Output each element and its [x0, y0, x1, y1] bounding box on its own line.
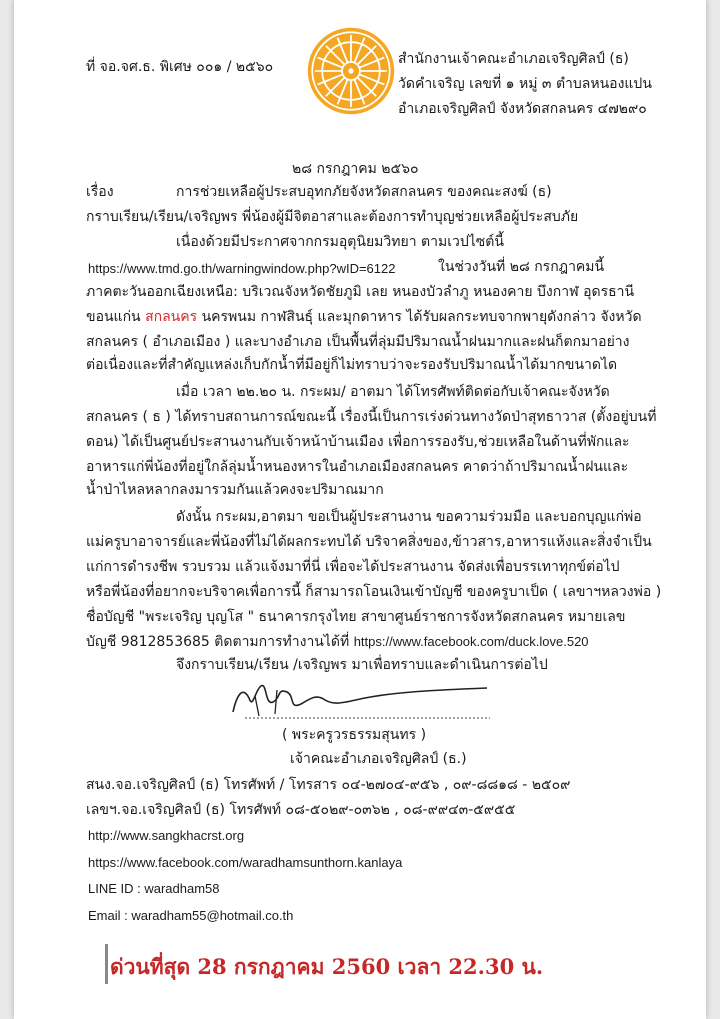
paragraph-1-line-3: ภาคตะวันออกเฉียงเหนือ: บริเวณจังหวัดชัยภูมิ เลย หนองบัวลำภู หนองคาย บึงกาฬ อุดรธานี [86, 284, 635, 300]
paragraph-3-line-3: แก่การดำรงชีพ รวบรวม แล้วแจ้งมาที่นี่ เพื่อจะได้ประสานงาน จัดส่งเพื่อบรรเทาทุกข์ต่อไป [86, 559, 620, 575]
paragraph-3-line-6: บัญชี 9812853685 ติดตามการทำงานได้ที่ https://www.facebook.com/duck.love.520 [86, 634, 589, 650]
paragraph-2-line-1: เมื่อ เวลา ๒๒.๒๐ น. กระผม/ อาตมา ได้โทรศัพท์ติดต่อกับเจ้าคณะจังหวัด [176, 384, 610, 400]
highlight-sakon-nakhon: สกลนคร [145, 309, 198, 325]
paragraph-3-line-1: ดังนั้น กระผม,อาตมา ขอเป็นผู้ประสานงาน ขอความร่วมมือ และบอกบุญแก่พ่อ [176, 509, 642, 525]
line-id: LINE ID : waradham58 [88, 881, 220, 896]
paragraph-2-line-4: อาหารแก่พี่น้องที่อยู่ใกล้ลุ่มน้ำหนองหารในอำเภอเมืองสกลนคร คาดว่าถ้าปริมาณน้ำฝนและ [86, 459, 629, 475]
office-address-1: วัดคำเจริญ เลขที่ ๑ หมู่ ๓ ตำบลหนองแปน [398, 76, 652, 92]
paragraph-1-line-6: ต่อเนื่องและที่สำคัญแหล่งเก็บกักน้ำที่มีอยู่ก็ไม่ทราบว่าจะรองรับปริมาณน้ำได้มากขนาดได [86, 357, 618, 373]
signatory-name: ( พระครูวรธรรมสุนทร ) [282, 727, 427, 743]
signatory-title: เจ้าคณะอำเภอเจริญศิลป์ (ธ.) [290, 751, 467, 767]
paragraph-3-line-4: หรือพี่น้องที่อยากจะบริจาคเพื่อการนี้ ก็สามารถโอนเงินเข้าบัญชี ของครูบาเป็ด ( เลขาฯหลวงพ่อ ) [86, 584, 662, 600]
office-phone: สนง.จอ.เจริญศิลป์ (ธ) โทรศัพท์ / โทรสาร ๐๔-๒๗๐๔-๙๕๖ , ๐๙-๘๘๑๘ - ๒๕๐๙ [86, 777, 571, 793]
office-address-2: อำเภอเจริญศิลป์ จังหวัดสกลนคร ๔๗๒๙๐ [398, 101, 647, 117]
subject-label: เรื่อง [86, 184, 114, 200]
reference-number: ที่ จอ.จศ.ธ. พิเศษ ๐๐๑ / ๒๕๖๐ [86, 59, 274, 75]
paragraph-2-line-2: สกลนคร ( ธ ) ได้ทราบสถานการณ์ขณะนี้ เรื่องนี้เป็นการเร่งด่วนทางวัดป่าสุทธาวาส (ตั้งอยู่บนที่ [86, 409, 657, 425]
paragraph-1-line-4: ขอนแก่น สกลนคร นครพนม กาฬสินธุ์ และมุกดาหาร ได้รับผลกระทบจากพายุดังกล่าว จังหวัด [86, 309, 642, 325]
office-name: สำนักงานเจ้าคณะอำเภอเจริญศิลป์ (ธ) [398, 51, 629, 67]
handwritten-signature [225, 676, 495, 726]
letter-date: ๒๘ กรกฎาคม ๒๕๖๐ [292, 161, 419, 177]
facebook-duck-link[interactable]: https://www.facebook.com/duck.love.520 [353, 634, 589, 649]
urgent-notice: ด่วนที่สุด 28 กรกฎาคม 2560 เวลา 22.30 น. [110, 954, 544, 979]
urgent-marker-bar [105, 944, 108, 984]
secretary-phone: เลขฯ.จอ.เจริญศิลป์ (ธ) โทรศัพท์ ๐๘-๕๐๒๙-๐๓๖๒ , ๐๘-๙๙๔๓-๕๙๕๕ [86, 802, 516, 818]
paragraph-1-line-2: ในช่วงวันที่ ๒๘ กรกฎาคมนี้ [438, 259, 605, 275]
tmd-warning-link[interactable]: https://www.tmd.go.th/warningwindow.php?wID=6122 [88, 261, 396, 276]
salutation: กราบเรียน/เรียน/เจริญพร พี่น้องผู้มีจิตอาสาและต้องการทำบุญช่วยเหลือผู้ประสบภัย [86, 209, 579, 225]
facebook-page-link[interactable]: https://www.facebook.com/waradhamsunthorn.kanlaya [88, 855, 403, 870]
paragraph-2-line-3: ดอน) ได้เป็นศูนย์ประสานงานกับเจ้าหน้าบ้านเมือง เพื่อการรองรับ,ช่วยเหลือในด้านที่พักและ [86, 434, 630, 450]
subject-text: การช่วยเหลือผู้ประสบอุทกภัยจังหวัดสกลนคร ของคณะสงฆ์ (ธ) [176, 184, 552, 200]
paragraph-3-line-5: ชื่อบัญชี "พระเจริญ บุญโส " ธนาคารกรุงไทย สาขาศูนย์ราชการจังหวัดสกลนคร หมายเลข [86, 609, 626, 625]
email-address[interactable]: Email : waradham55@hotmail.co.th [88, 908, 294, 923]
paragraph-1-line-1: เนื่องด้วยมีประกาศจากกรมอุตุนิยมวิทยา ตามเวปไซต์นี้ [176, 234, 504, 250]
paragraph-2-line-5: น้ำป่าไหลหลากลงมารวมกันแล้วคงจะปริมาณมาก [86, 482, 384, 498]
paragraph-3-line-2: แม่ครูบาอาจารย์และพี่น้องที่ไม่ได้ผลกระทบได้ บริจาคสิ่งของ,ข้าวสาร,อาหารแห้งและสิ่งจำเป็น [86, 534, 652, 550]
paragraph-1-line-5: สกลนคร ( อำเภอเมือง ) และบางอำเภอ เป็นพื้นที่ลุ่มมีปริมาณน้ำฝนมากและฝนก็ตกมาอย่าง [86, 334, 630, 350]
website-link[interactable]: http://www.sangkhacrst.org [88, 828, 245, 843]
dharma-wheel-icon [306, 26, 396, 116]
closing-line: จึงกราบเรียน/เรียน /เจริญพร มาเพื่อทราบและดำเนินการต่อไป [176, 657, 548, 673]
